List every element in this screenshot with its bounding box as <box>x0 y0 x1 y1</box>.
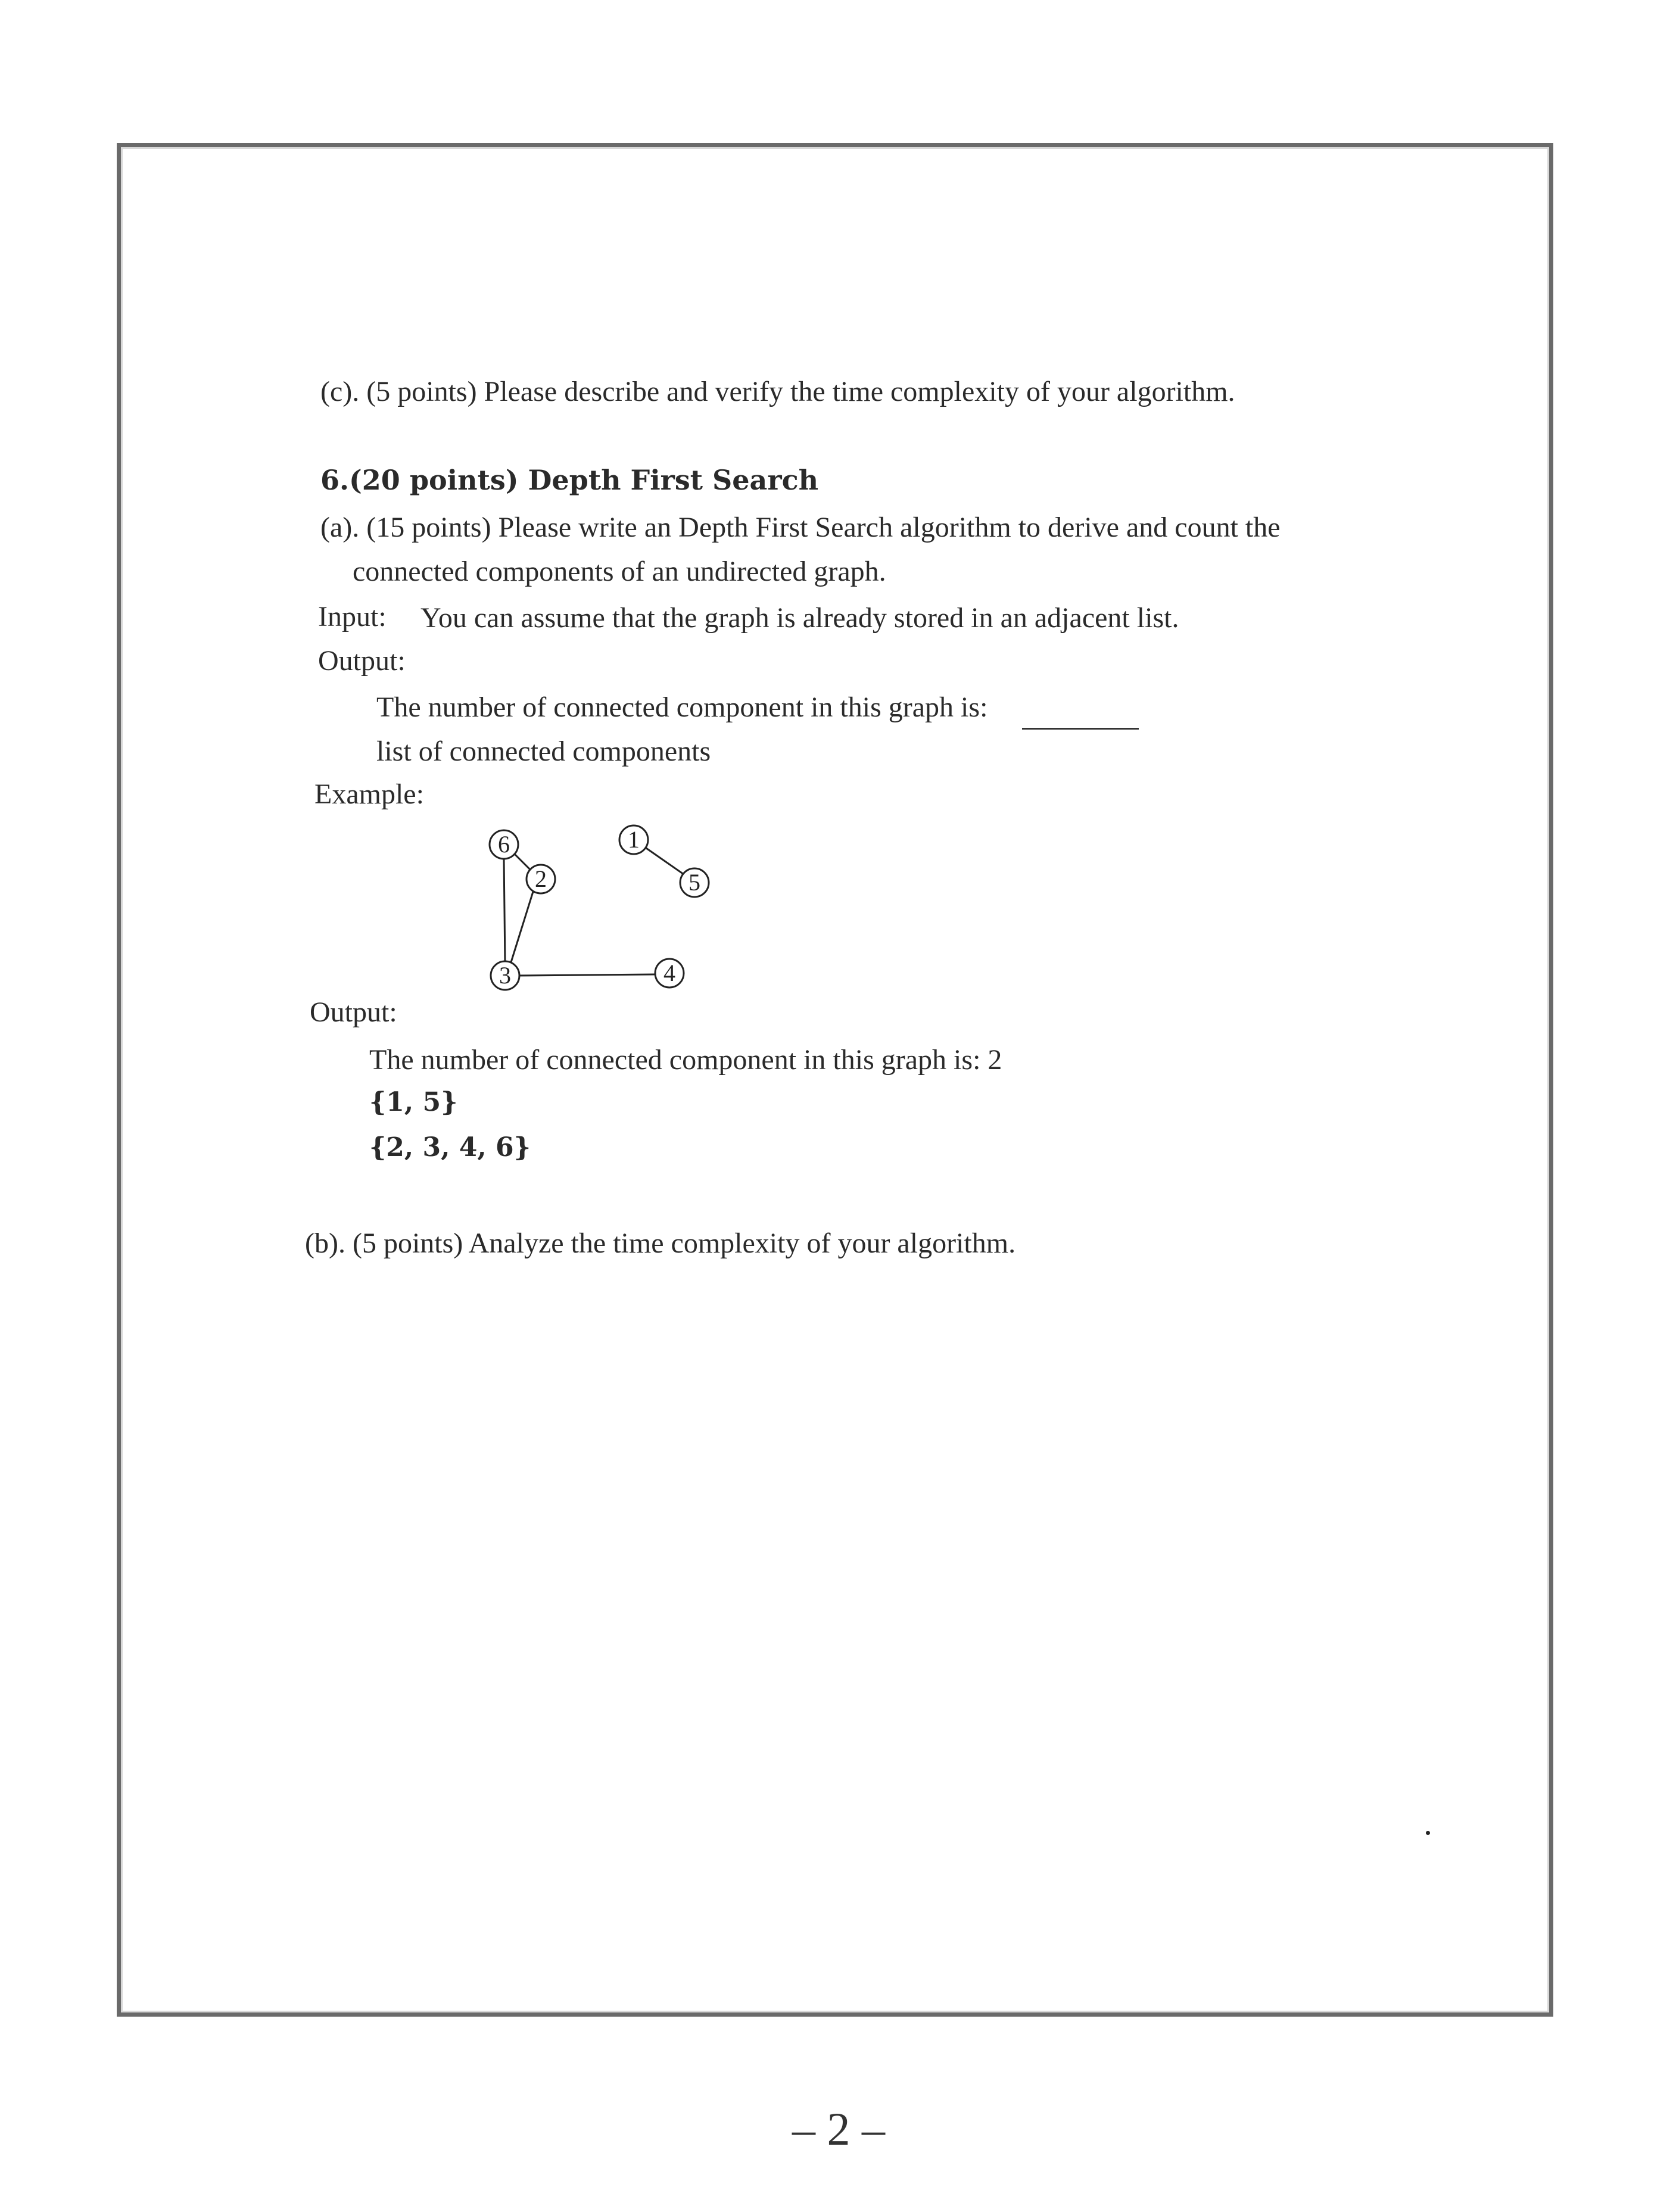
question-6a-line1: (a). (15 points) Please write an Depth First Search algorithm to derive and count the <box>320 512 1281 543</box>
node-3-label: 3 <box>499 962 511 989</box>
edge-2-3 <box>510 890 534 966</box>
node-1-label: 1 <box>628 826 640 853</box>
scan-speck <box>1426 1831 1430 1835</box>
component-2: {2, 3, 4, 6} <box>369 1132 531 1163</box>
node-5-label: 5 <box>689 869 700 896</box>
page-number: – 2 – <box>792 2103 885 2155</box>
question-6a-line2: connected components of an undirected graph. <box>353 556 886 587</box>
edge-3-4 <box>518 974 655 976</box>
node-6-label: 6 <box>498 831 510 858</box>
input-description: You can assume that the graph is already stored in an adjacent list. <box>420 602 1179 634</box>
answer-blank <box>1022 728 1139 730</box>
example-output-count: The number of connected component in this graph is: 2 <box>369 1044 1002 1076</box>
example-graph <box>453 816 786 1007</box>
output-label: Output: <box>318 645 406 677</box>
question-5c-text: (c). (5 points) Please describe and verify the time complexity of your algorithm. <box>320 376 1235 407</box>
node-2-label: 2 <box>535 865 547 892</box>
edge-1-5 <box>644 847 684 874</box>
question-6b-text: (b). (5 points) Analyze the time complexity of your algorithm. <box>305 1227 1016 1259</box>
input-label: Input: <box>318 601 387 633</box>
output-list-line: list of connected components <box>376 736 711 767</box>
node-4-label: 4 <box>663 959 675 986</box>
output-count-line: The number of connected component in this graph is: <box>376 691 988 723</box>
component-1: {1, 5} <box>369 1087 458 1117</box>
example-output-label: Output: <box>310 996 397 1028</box>
question-6-heading: 6.(20 points) Depth First Search <box>320 464 819 496</box>
edge-6-3 <box>504 858 505 965</box>
page-border <box>117 143 1553 2017</box>
example-label: Example: <box>314 778 424 810</box>
